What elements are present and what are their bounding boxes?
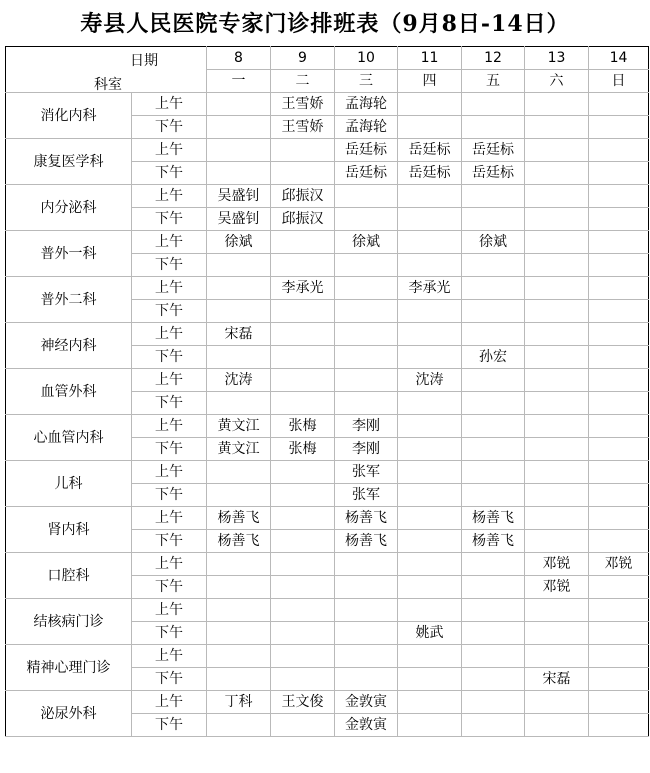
doctor-cell: 张梅: [271, 415, 335, 438]
department-name: 儿科: [6, 461, 132, 507]
doctor-cell: [589, 300, 649, 323]
doctor-cell: [398, 484, 462, 507]
doctor-cell: [398, 691, 462, 714]
period-pm: 下午: [132, 254, 207, 277]
period-am: 上午: [132, 645, 207, 668]
doctor-cell: [589, 139, 649, 162]
doctor-cell: 岳廷标: [398, 162, 462, 185]
doctor-cell: [271, 599, 335, 622]
department-name: 内分泌科: [6, 185, 132, 231]
doctor-cell: 岳廷标: [462, 139, 525, 162]
doctor-cell: [271, 254, 335, 277]
doctor-cell: [462, 185, 525, 208]
doctor-cell: [525, 461, 589, 484]
doctor-cell: [207, 461, 271, 484]
table-row: [6, 415, 649, 438]
doctor-cell: [271, 553, 335, 576]
table-row: [6, 645, 649, 668]
doctor-cell: 邓锐: [525, 576, 589, 599]
doctor-cell: 邱振汉: [271, 208, 335, 231]
doctor-cell: 张军: [335, 484, 398, 507]
doctor-cell: [462, 369, 525, 392]
doctor-cell: [398, 346, 462, 369]
doctor-cell: 杨善飞: [462, 507, 525, 530]
doctor-cell: [271, 323, 335, 346]
doctor-cell: [335, 277, 398, 300]
doctor-cell: [462, 300, 525, 323]
doctor-cell: 徐斌: [462, 231, 525, 254]
doctor-cell: [207, 599, 271, 622]
doctor-cell: [525, 599, 589, 622]
table-row: [6, 93, 649, 116]
doctor-cell: [462, 645, 525, 668]
period-am: 上午: [132, 369, 207, 392]
doctor-cell: [207, 576, 271, 599]
department-name: 普外二科: [6, 277, 132, 323]
doctor-cell: [271, 461, 335, 484]
doctor-cell: [462, 277, 525, 300]
doctor-cell: 李刚: [335, 415, 398, 438]
doctor-cell: [589, 576, 649, 599]
doctor-cell: [525, 208, 589, 231]
doctor-cell: [525, 438, 589, 461]
doctor-cell: [589, 93, 649, 116]
period-am: 上午: [132, 691, 207, 714]
doctor-cell: [271, 507, 335, 530]
doctor-cell: [462, 116, 525, 139]
table-row: [6, 277, 649, 300]
doctor-cell: [335, 208, 398, 231]
doctor-cell: [525, 622, 589, 645]
doctor-cell: [207, 714, 271, 737]
doctor-cell: 杨善飞: [207, 507, 271, 530]
doctor-cell: [589, 461, 649, 484]
doctor-cell: 黄文江: [207, 438, 271, 461]
doctor-cell: [271, 484, 335, 507]
doctor-cell: [525, 484, 589, 507]
weekday: 日: [589, 70, 649, 93]
doctor-cell: [335, 392, 398, 415]
doctor-cell: 黄文江: [207, 415, 271, 438]
doctor-cell: 杨善飞: [462, 530, 525, 553]
doctor-cell: [335, 668, 398, 691]
doctor-cell: 吴盛钊: [207, 208, 271, 231]
day-number: 12: [462, 47, 525, 70]
doctor-cell: [589, 622, 649, 645]
period-am: 上午: [132, 507, 207, 530]
doctor-cell: 王雪娇: [271, 93, 335, 116]
doctor-cell: [589, 116, 649, 139]
table-row: [6, 323, 649, 346]
doctor-cell: [525, 300, 589, 323]
doctor-cell: [207, 139, 271, 162]
doctor-cell: [462, 714, 525, 737]
period-pm: 下午: [132, 162, 207, 185]
period-am: 上午: [132, 93, 207, 116]
doctor-cell: [589, 277, 649, 300]
doctor-cell: [589, 645, 649, 668]
doctor-cell: 宋磊: [525, 668, 589, 691]
doctor-cell: [462, 484, 525, 507]
doctor-cell: [525, 645, 589, 668]
table-row: [6, 369, 649, 392]
period-pm: 下午: [132, 300, 207, 323]
doctor-cell: [398, 461, 462, 484]
doctor-cell: 沈涛: [207, 369, 271, 392]
doctor-cell: [207, 116, 271, 139]
doctor-cell: [462, 691, 525, 714]
doctor-cell: [335, 622, 398, 645]
date-label: 日期: [130, 53, 158, 69]
doctor-cell: 孟海轮: [335, 116, 398, 139]
doctor-cell: [271, 162, 335, 185]
doctor-cell: [335, 254, 398, 277]
doctor-cell: [589, 714, 649, 737]
table-row: [6, 691, 649, 714]
department-name: 口腔科: [6, 553, 132, 599]
doctor-cell: [525, 392, 589, 415]
doctor-cell: 金敦寅: [335, 714, 398, 737]
doctor-cell: [398, 507, 462, 530]
doctor-cell: [271, 622, 335, 645]
period-pm: 下午: [132, 484, 207, 507]
doctor-cell: 徐斌: [207, 231, 271, 254]
doctor-cell: [207, 346, 271, 369]
doctor-cell: [589, 392, 649, 415]
period-am: 上午: [132, 599, 207, 622]
department-name: 血管外科: [6, 369, 132, 415]
department-name: 结核病门诊: [6, 599, 132, 645]
doctor-cell: [525, 714, 589, 737]
doctor-cell: [271, 576, 335, 599]
doctor-cell: [525, 507, 589, 530]
table-row: [6, 553, 649, 576]
doctor-cell: 岳廷标: [335, 162, 398, 185]
doctor-cell: 李承光: [398, 277, 462, 300]
doctor-cell: [525, 530, 589, 553]
doctor-cell: [525, 323, 589, 346]
weekday: 三: [335, 70, 398, 93]
doctor-cell: [398, 116, 462, 139]
period-am: 上午: [132, 323, 207, 346]
department-name: 康复医学科: [6, 139, 132, 185]
doctor-cell: [271, 668, 335, 691]
doctor-cell: [398, 576, 462, 599]
period-pm: 下午: [132, 714, 207, 737]
doctor-cell: [589, 438, 649, 461]
doctor-cell: 邓锐: [525, 553, 589, 576]
doctor-cell: [462, 553, 525, 576]
doctor-cell: [207, 668, 271, 691]
doctor-cell: [398, 415, 462, 438]
doctor-cell: 岳廷标: [335, 139, 398, 162]
doctor-cell: [335, 553, 398, 576]
schedule-table: [5, 46, 649, 737]
doctor-cell: [207, 93, 271, 116]
doctor-cell: [207, 162, 271, 185]
doctor-cell: [335, 576, 398, 599]
doctor-cell: [462, 323, 525, 346]
doctor-cell: [525, 162, 589, 185]
doctor-cell: [462, 415, 525, 438]
table-row: [6, 507, 649, 530]
doctor-cell: [589, 323, 649, 346]
doctor-cell: [398, 93, 462, 116]
doctor-cell: [525, 231, 589, 254]
day-number: 9: [271, 47, 335, 70]
doctor-cell: [589, 208, 649, 231]
doctor-cell: [525, 415, 589, 438]
day-number: 14: [589, 47, 649, 70]
doctor-cell: [589, 254, 649, 277]
doctor-cell: [462, 461, 525, 484]
doctor-cell: [589, 369, 649, 392]
doctor-cell: [525, 116, 589, 139]
doctor-cell: 邓锐: [589, 553, 649, 576]
doctor-cell: [589, 530, 649, 553]
doctor-cell: [271, 300, 335, 323]
doctor-cell: [525, 254, 589, 277]
period-am: 上午: [132, 553, 207, 576]
period-am: 上午: [132, 415, 207, 438]
doctor-cell: [398, 231, 462, 254]
doctor-cell: [589, 162, 649, 185]
doctor-cell: [207, 277, 271, 300]
day-number: 10: [335, 47, 398, 70]
doctor-cell: 丁科: [207, 691, 271, 714]
doctor-cell: [398, 185, 462, 208]
doctor-cell: [525, 277, 589, 300]
day-number: 8: [207, 47, 271, 70]
doctor-cell: [398, 714, 462, 737]
doctor-cell: [335, 300, 398, 323]
doctor-cell: [398, 553, 462, 576]
doctor-cell: [589, 691, 649, 714]
doctor-cell: 王文俊: [271, 691, 335, 714]
doctor-cell: [589, 415, 649, 438]
doctor-cell: [271, 346, 335, 369]
doctor-cell: [462, 438, 525, 461]
doctor-cell: [398, 599, 462, 622]
period-pm: 下午: [132, 438, 207, 461]
period-am: 上午: [132, 461, 207, 484]
doctor-cell: 岳廷标: [398, 139, 462, 162]
period-pm: 下午: [132, 116, 207, 139]
period-pm: 下午: [132, 346, 207, 369]
doctor-cell: [398, 300, 462, 323]
table-row: [6, 139, 649, 162]
doctor-cell: 徐斌: [335, 231, 398, 254]
doctor-cell: 张军: [335, 461, 398, 484]
doctor-cell: [589, 346, 649, 369]
doctor-cell: [525, 691, 589, 714]
doctor-cell: 孙宏: [462, 346, 525, 369]
doctor-cell: [398, 323, 462, 346]
doctor-cell: 张梅: [271, 438, 335, 461]
weekday: 一: [207, 70, 271, 93]
doctor-cell: [525, 139, 589, 162]
doctor-cell: [589, 231, 649, 254]
header-corner: [6, 47, 207, 93]
doctor-cell: 李刚: [335, 438, 398, 461]
weekday: 四: [398, 70, 462, 93]
department-name: 泌尿外科: [6, 691, 132, 737]
doctor-cell: [398, 208, 462, 231]
doctor-cell: [462, 668, 525, 691]
doctor-cell: [525, 185, 589, 208]
department-name: 消化内科: [6, 93, 132, 139]
doctor-cell: [335, 346, 398, 369]
department-name: 神经内科: [6, 323, 132, 369]
weekday: 六: [525, 70, 589, 93]
doctor-cell: [271, 714, 335, 737]
doctor-cell: [271, 530, 335, 553]
doctor-cell: 金敦寅: [335, 691, 398, 714]
doctor-cell: [398, 254, 462, 277]
doctor-cell: 邱振汉: [271, 185, 335, 208]
day-number: 11: [398, 47, 462, 70]
table-row: [6, 231, 649, 254]
department-name: 肾内科: [6, 507, 132, 553]
period-am: 上午: [132, 231, 207, 254]
doctor-cell: [398, 392, 462, 415]
doctor-cell: [207, 553, 271, 576]
doctor-cell: [398, 645, 462, 668]
period-pm: 下午: [132, 392, 207, 415]
doctor-cell: 姚武: [398, 622, 462, 645]
period-pm: 下午: [132, 622, 207, 645]
doctor-cell: 王雪娇: [271, 116, 335, 139]
doctor-cell: [271, 645, 335, 668]
doctor-cell: [462, 254, 525, 277]
doctor-cell: [525, 369, 589, 392]
doctor-cell: [207, 622, 271, 645]
doctor-cell: [271, 231, 335, 254]
table-row: [6, 185, 649, 208]
table-row: [6, 599, 649, 622]
doctor-cell: [335, 599, 398, 622]
doctor-cell: 李承光: [271, 277, 335, 300]
period-am: 上午: [132, 277, 207, 300]
doctor-cell: 岳廷标: [462, 162, 525, 185]
doctor-cell: [462, 93, 525, 116]
doctor-cell: [335, 369, 398, 392]
day-number: 13: [525, 47, 589, 70]
doctor-cell: [207, 484, 271, 507]
department-name: 心血管内科: [6, 415, 132, 461]
doctor-cell: [589, 507, 649, 530]
weekday: 二: [271, 70, 335, 93]
doctor-cell: [271, 369, 335, 392]
doctor-cell: [462, 599, 525, 622]
header-row-days: [6, 47, 649, 70]
doctor-cell: 吴盛钊: [207, 185, 271, 208]
doctor-cell: 杨善飞: [207, 530, 271, 553]
page-title: 寿县人民医院专家门诊排班表（9月8日-14日）: [80, 11, 570, 37]
period-pm: 下午: [132, 668, 207, 691]
doctor-cell: [462, 392, 525, 415]
doctor-cell: [462, 576, 525, 599]
doctor-cell: [589, 599, 649, 622]
table-row: [6, 461, 649, 484]
doctor-cell: [207, 300, 271, 323]
doctor-cell: 杨善飞: [335, 507, 398, 530]
department-name: 普外一科: [6, 231, 132, 277]
doctor-cell: [525, 346, 589, 369]
doctor-cell: [271, 392, 335, 415]
period-pm: 下午: [132, 208, 207, 231]
doctor-cell: [398, 668, 462, 691]
doctor-cell: [335, 323, 398, 346]
period-am: 上午: [132, 185, 207, 208]
doctor-cell: [207, 392, 271, 415]
doctor-cell: 宋磊: [207, 323, 271, 346]
doctor-cell: 孟海轮: [335, 93, 398, 116]
doctor-cell: [271, 139, 335, 162]
dept-label: 科室: [94, 77, 122, 93]
period-pm: 下午: [132, 530, 207, 553]
doctor-cell: [335, 185, 398, 208]
doctor-cell: 沈涛: [398, 369, 462, 392]
period-pm: 下午: [132, 576, 207, 599]
doctor-cell: [589, 668, 649, 691]
doctor-cell: [589, 185, 649, 208]
doctor-cell: [207, 254, 271, 277]
weekday: 五: [462, 70, 525, 93]
department-name: 精神心理门诊: [6, 645, 132, 691]
period-am: 上午: [132, 139, 207, 162]
doctor-cell: [462, 208, 525, 231]
doctor-cell: [335, 645, 398, 668]
doctor-cell: [207, 645, 271, 668]
doctor-cell: [398, 530, 462, 553]
doctor-cell: [398, 438, 462, 461]
doctor-cell: [589, 484, 649, 507]
doctor-cell: 杨善飞: [335, 530, 398, 553]
doctor-cell: [462, 622, 525, 645]
doctor-cell: [525, 93, 589, 116]
